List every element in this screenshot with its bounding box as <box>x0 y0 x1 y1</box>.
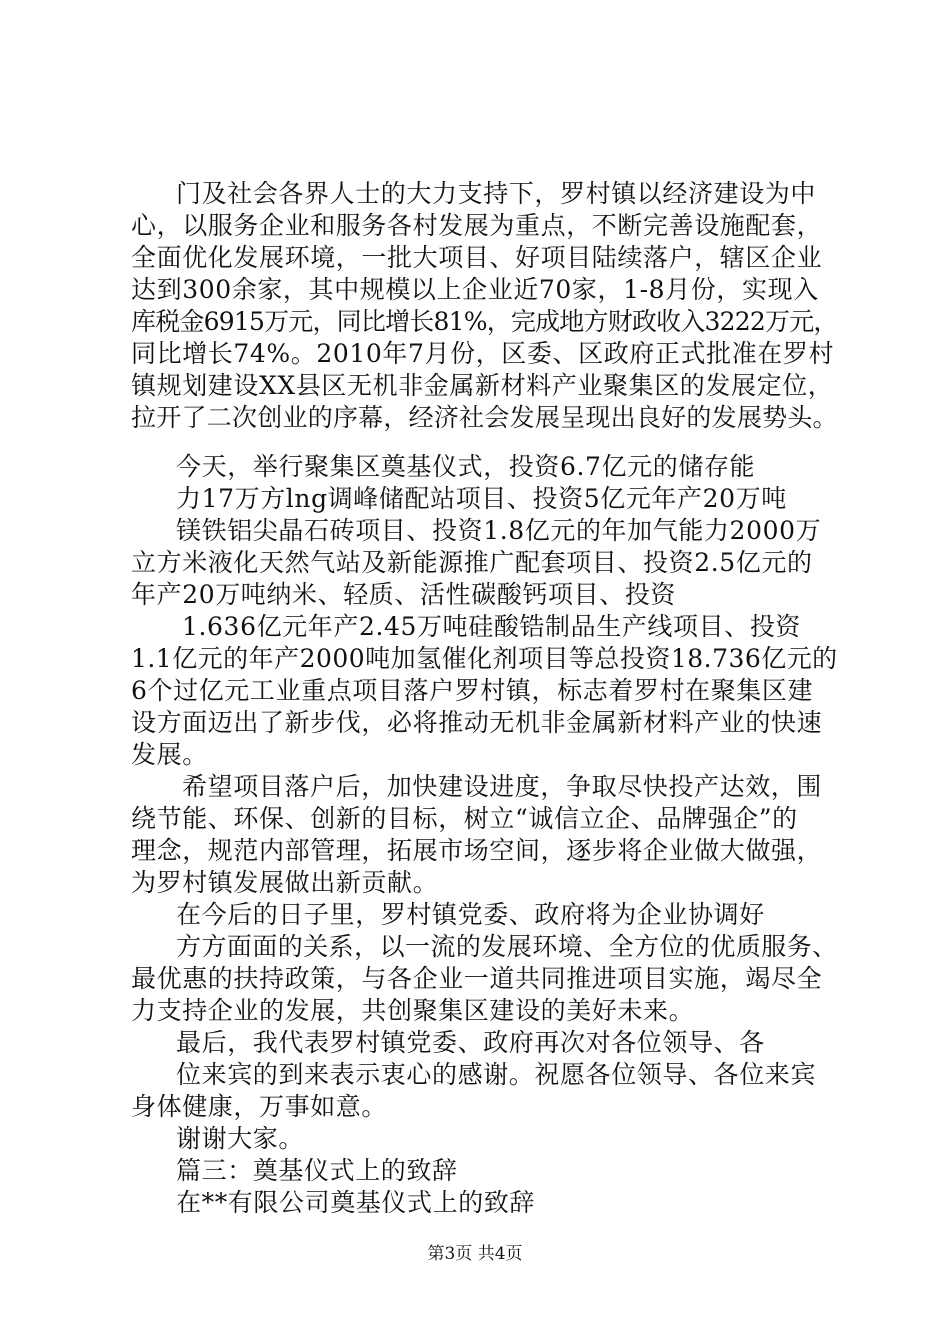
text-line: 年产20万吨纳米、轻质、活性碳酸钙项目、投资 <box>131 580 677 609</box>
text-line: 在今后的日子里，罗村镇党委、政府将为企业协调好 <box>176 900 765 929</box>
text-line: 今天，举行聚集区奠基仪式，投资6.7亿元的储存能 <box>176 452 756 481</box>
text-line: 身体健康，万事如意。 <box>131 1092 388 1121</box>
text-line: 6个过亿元工业重点项目落户罗村镇，标志着罗村在聚集区建 <box>131 676 814 705</box>
text-line: 理念，规范内部管理，拓展市场空间，逐步将企业做大做强， <box>131 836 823 865</box>
section-subtitle: 在**有限公司奠基仪式上的致辞 <box>176 1188 536 1217</box>
text-line: 全面优化发展环境，一批大项目、好项目陆续落户，辖区企业 <box>131 243 823 272</box>
text-line: 设方面迈出了新步伐，必将推动无机非金属新材料产业的快速 <box>131 708 823 737</box>
page-number-footer: 第3页 共4页 <box>427 1244 523 1264</box>
text-line: 最优惠的扶持政策，与各企业一道共同推进项目实施，竭尽全 <box>131 964 823 993</box>
text-line: 最后，我代表罗村镇党委、政府再次对各位领导、各 <box>176 1028 765 1057</box>
text-line: 镇规划建设XX县区无机非金属新材料产业聚集区的发展定位， <box>131 371 834 400</box>
text-line: 拉开了二次创业的序幕，经济社会发展呈现出良好的发展势头。 <box>131 403 838 432</box>
text-line: 心，以服务企业和服务各村发展为重点，不断完善设施配套， <box>131 211 823 240</box>
text-line: 谢谢大家。 <box>176 1124 305 1153</box>
text-line: 同比增长74%。2010年7月份，区委、区政府正式批准在罗村 <box>131 339 835 368</box>
section-heading: 篇三：奠基仪式上的致辞 <box>176 1156 458 1185</box>
text-line: 立方米液化天然气站及新能源推广配套项目、投资2.5亿元的 <box>131 548 813 577</box>
text-line: 1.636亿元年产2.45万吨硅酸锆制品生产线项目、投资 <box>182 612 802 641</box>
text-line: 方方面面的关系，以一流的发展环境、全方位的优质服务、 <box>176 932 838 961</box>
text-line: 力支持企业的发展，共创聚集区建设的美好未来。 <box>131 996 695 1025</box>
text-line: 达到300余家，其中规模以上企业近70家，1-8月份，实现入 <box>131 275 819 304</box>
text-line: 位来宾的到来表示衷心的感谢。祝愿各位领导、各位来宾 <box>176 1060 817 1089</box>
text-line: 1.1亿元的年产2000吨加氢催化剂项目等总投资18.736亿元的 <box>131 644 838 673</box>
text-line: 镁铁铝尖晶石砖项目、投资1.8亿元的年加气能力2000万 <box>176 516 822 545</box>
text-line: 库税金6915万元，同比增长81%，完成地方财政收入3222万元， <box>131 307 838 336</box>
text-line: 发展。 <box>131 740 208 769</box>
text-line: 希望项目落户后，加快建设进度，争取尽快投产达效，围 <box>182 772 823 801</box>
text-line: 门及社会各界人士的大力支持下，罗村镇以经济建设为中 <box>176 179 817 208</box>
text-line: 为罗村镇发展做出新贡献。 <box>131 868 439 897</box>
text-line: 绕节能、环保、创新的目标，树立“诚信立企、品牌强企”的 <box>131 804 798 833</box>
text-line: 力17万方lng调峰储配站项目、投资5亿元年产20万吨 <box>176 484 787 513</box>
